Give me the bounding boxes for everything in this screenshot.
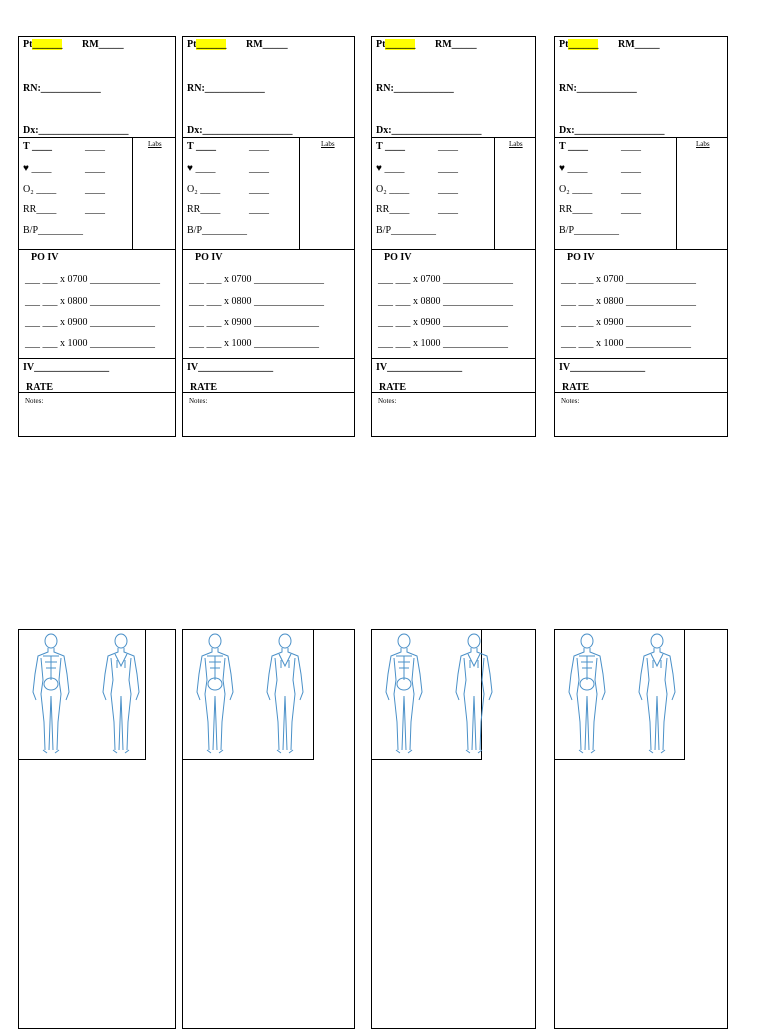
rn-field[interactable]: RN:____________ (23, 83, 101, 94)
temp-field-2[interactable]: ____ (85, 141, 105, 152)
med-row-0700[interactable]: ___ ___ x 0700 ______________ (25, 274, 160, 285)
med-row-0900[interactable]: ___ ___ x 0900 _____________ (378, 317, 508, 328)
resp-rate-field-2[interactable]: ____ (621, 204, 641, 215)
notes-section[interactable] (183, 392, 354, 436)
temp-field[interactable]: T ____ (559, 141, 588, 152)
med-row-0900[interactable]: ___ ___ x 0900 _____________ (561, 317, 691, 328)
patient-header (372, 37, 535, 137)
diagnosis-field[interactable]: Dx:__________________ (559, 125, 665, 136)
iv-section (555, 358, 727, 393)
resp-rate-field[interactable]: RR____ (559, 204, 593, 215)
po-iv-label: PO IV (31, 252, 59, 263)
iv-section (372, 358, 535, 393)
labs-label: Labs (148, 140, 162, 148)
iv-field[interactable]: IV_______________ (23, 362, 110, 373)
patient-card (554, 36, 728, 437)
po-iv-label: PO IV (195, 252, 223, 263)
medication-section (19, 249, 175, 359)
labs-label: Labs (321, 140, 335, 148)
medication-section (555, 249, 727, 359)
rn-field[interactable]: RN:____________ (376, 83, 454, 94)
patient-field[interactable]: Pt______ (559, 39, 599, 50)
diagnosis-field[interactable]: Dx:__________________ (376, 125, 482, 136)
iv-section (19, 358, 175, 393)
temp-field-2[interactable]: ____ (249, 141, 269, 152)
patient-field[interactable]: Pt______ (376, 39, 416, 50)
labs-box[interactable] (676, 138, 727, 250)
oxygen-field-2[interactable]: ____ (438, 184, 458, 195)
body-diagram[interactable] (371, 629, 482, 760)
body-front-back-icon (195, 632, 310, 758)
resp-rate-field-2[interactable]: ____ (85, 204, 105, 215)
vitals-section (19, 137, 175, 250)
notes-label: Notes: (561, 397, 580, 405)
po-iv-label: PO IV (384, 252, 412, 263)
diagnosis-field[interactable]: Dx:__________________ (187, 125, 293, 136)
vitals-section (555, 137, 727, 250)
blood-pressure-field[interactable]: B/P_________ (187, 225, 248, 236)
patient-field[interactable]: Pt______ (23, 39, 63, 50)
iv-rate-label[interactable]: RATE (190, 382, 218, 393)
heart-rate-field-2[interactable]: ____ (85, 163, 105, 174)
labs-box[interactable] (494, 138, 535, 250)
med-row-0700[interactable]: ___ ___ x 0700 ______________ (189, 274, 324, 285)
temp-field-2[interactable]: ____ (621, 141, 641, 152)
patient-header (555, 37, 727, 137)
labs-label: Labs (509, 140, 523, 148)
labs-box[interactable] (299, 138, 354, 250)
assessment-card[interactable] (18, 629, 176, 1029)
resp-rate-field-2[interactable]: ____ (249, 204, 269, 215)
resp-rate-field-2[interactable]: ____ (438, 204, 458, 215)
iv-field[interactable]: IV_______________ (559, 362, 646, 373)
notes-section[interactable] (372, 392, 535, 436)
notes-section[interactable] (555, 392, 727, 436)
vitals-section (372, 137, 535, 250)
iv-section (183, 358, 354, 393)
iv-field[interactable]: IV_______________ (187, 362, 274, 373)
vitals-section (183, 137, 354, 250)
labs-box[interactable] (132, 138, 175, 250)
heart-rate-field-2[interactable]: ____ (621, 163, 641, 174)
body-front-back-icon (31, 632, 146, 758)
resp-rate-field[interactable]: RR____ (187, 204, 221, 215)
diagnosis-field[interactable]: Dx:__________________ (23, 125, 129, 136)
med-row-1000[interactable]: ___ ___ x 1000 _____________ (25, 338, 155, 349)
med-row-0900[interactable]: ___ ___ x 0900 _____________ (25, 317, 155, 328)
blood-pressure-field[interactable]: B/P_________ (376, 225, 437, 236)
body-diagram[interactable] (18, 629, 146, 760)
oxygen-field-2[interactable]: ____ (85, 184, 105, 195)
blood-pressure-field[interactable]: B/P_________ (559, 225, 620, 236)
heart-rate-field[interactable]: ♥ ____ (376, 163, 405, 174)
med-row-0800[interactable]: ___ ___ x 0800 ______________ (378, 296, 513, 307)
med-row-1000[interactable]: ___ ___ x 1000 _____________ (378, 338, 508, 349)
assessment-card[interactable] (554, 629, 728, 1029)
room-field[interactable]: RM_____ (82, 39, 124, 50)
temp-field[interactable]: T ____ (376, 141, 405, 152)
resp-rate-field[interactable]: RR____ (23, 204, 57, 215)
room-field[interactable]: RM_____ (246, 39, 288, 50)
body-front-back-icon (384, 632, 499, 758)
med-row-0700[interactable]: ___ ___ x 0700 ______________ (378, 274, 513, 285)
resp-rate-field[interactable]: RR____ (376, 204, 410, 215)
medication-section (183, 249, 354, 359)
temp-field[interactable]: T ____ (23, 141, 52, 152)
body-front-back-icon (567, 632, 682, 758)
oxygen-field[interactable]: O₂ ____ (187, 184, 221, 195)
patient-header (183, 37, 354, 137)
heart-rate-field[interactable]: ♥ ____ (559, 163, 588, 174)
blood-pressure-field[interactable]: B/P_________ (23, 225, 84, 236)
temp-field[interactable]: T ____ (187, 141, 216, 152)
oxygen-field[interactable]: O₂ ____ (559, 184, 593, 195)
heart-rate-field[interactable]: ♥ ____ (187, 163, 216, 174)
iv-field[interactable]: IV_______________ (376, 362, 463, 373)
oxygen-field-2[interactable]: ____ (621, 184, 641, 195)
med-row-0900[interactable]: ___ ___ x 0900 _____________ (189, 317, 319, 328)
oxygen-field[interactable]: O₂ ____ (23, 184, 57, 195)
patient-card (18, 36, 176, 437)
notes-label: Notes: (189, 397, 208, 405)
notes-label: Notes: (378, 397, 397, 405)
room-field[interactable]: RM_____ (435, 39, 477, 50)
medication-section (372, 249, 535, 359)
rn-field[interactable]: RN:____________ (187, 83, 265, 94)
rn-field[interactable]: RN:____________ (559, 83, 637, 94)
patient-header (19, 37, 175, 137)
med-row-0700[interactable]: ___ ___ x 0700 ______________ (561, 274, 696, 285)
assessment-card[interactable] (182, 629, 355, 1029)
po-iv-label: PO IV (567, 252, 595, 263)
assessment-card[interactable] (371, 629, 536, 1029)
notes-section[interactable] (19, 392, 175, 436)
patient-field[interactable]: Pt______ (187, 39, 227, 50)
patient-card (182, 36, 355, 437)
oxygen-field[interactable]: O₂ ____ (376, 184, 410, 195)
patient-card (371, 36, 536, 437)
med-row-0800[interactable]: ___ ___ x 0800 ______________ (189, 296, 324, 307)
med-row-0800[interactable]: ___ ___ x 0800 ______________ (25, 296, 160, 307)
labs-label: Labs (696, 140, 710, 148)
heart-rate-field[interactable]: ♥ ____ (23, 163, 52, 174)
iv-rate-label[interactable]: RATE (26, 382, 54, 393)
temp-field-2[interactable]: ____ (438, 141, 458, 152)
oxygen-field-2[interactable]: ____ (249, 184, 269, 195)
notes-label: Notes: (25, 397, 44, 405)
med-row-1000[interactable]: ___ ___ x 1000 _____________ (189, 338, 319, 349)
room-field[interactable]: RM_____ (618, 39, 660, 50)
body-diagram[interactable] (554, 629, 685, 760)
heart-rate-field-2[interactable]: ____ (249, 163, 269, 174)
heart-rate-field-2[interactable]: ____ (438, 163, 458, 174)
iv-rate-label[interactable]: RATE (379, 382, 407, 393)
med-row-0800[interactable]: ___ ___ x 0800 ______________ (561, 296, 696, 307)
iv-rate-label[interactable]: RATE (562, 382, 590, 393)
med-row-1000[interactable]: ___ ___ x 1000 _____________ (561, 338, 691, 349)
body-diagram[interactable] (182, 629, 314, 760)
